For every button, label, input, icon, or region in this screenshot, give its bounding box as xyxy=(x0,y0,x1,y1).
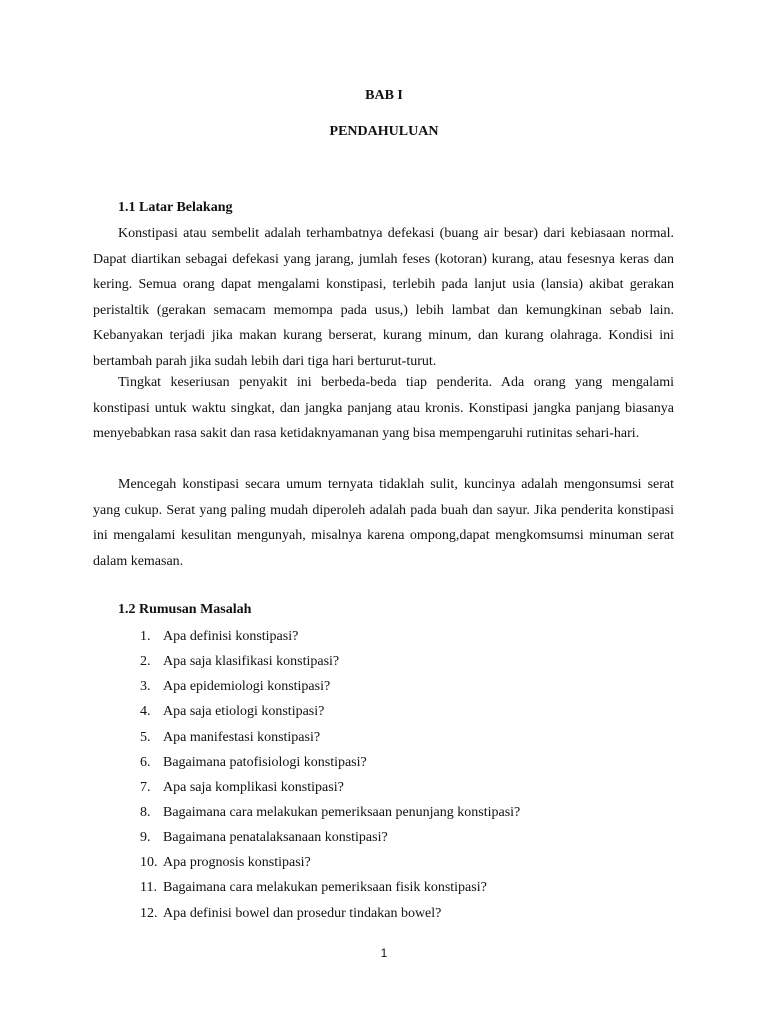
list-number: 4. xyxy=(140,704,151,720)
list-item xyxy=(140,800,520,825)
list-number: 12. xyxy=(140,905,158,921)
list-text: Apa saja etiologi konstipasi? xyxy=(163,704,325,720)
list-number: 6. xyxy=(140,754,151,770)
list-item xyxy=(140,699,520,724)
section-title-rumusan-masalah: 1.2 Rumusan Masalah xyxy=(118,602,252,617)
chapter-label: BAB I xyxy=(365,88,403,103)
question-list xyxy=(140,624,520,926)
list-item xyxy=(140,674,520,699)
list-number: 3. xyxy=(140,679,151,695)
list-item xyxy=(140,901,520,926)
list-item xyxy=(140,875,520,900)
list-text: Apa definisi konstipasi? xyxy=(163,629,299,644)
list-text: Apa saja komplikasi konstipasi? xyxy=(163,779,344,795)
paragraph: Konstipasi atau sembelit adalah terhambatnya defekasi (buang air besar) dari kebiasaan normal. Dapat diartikan sebagai defekasi yang jarang, jumlah feses (kotoran) kurang, atau fesesnya keras dan kering. Semua orang dapat mengalami konstipasi, terlebih pada lanjut usia (lansia) akibat gerakan peristaltik (gerakan semacam memompa pada usus,) lebih lambat dan kemungkinan sebab lain. Kebanyakan terjadi jika makan kurang berserat, kurang minum, dan kurang olahraga. Kondisi ini bertambah parah jika sudah lebih dari tiga hari berturut-turut. xyxy=(93,226,674,369)
list-text: Apa manifestasi konstipasi? xyxy=(163,729,321,745)
list-item xyxy=(140,725,520,750)
chapter-title: PENDAHULUAN xyxy=(329,124,439,139)
list-text: Bagaimana penatalaksanaan konstipasi? xyxy=(163,830,388,846)
list-text: Apa saja klasifikasi konstipasi? xyxy=(163,654,340,670)
paragraph: Mencegah konstipasi secara umum ternyata tidaklah sulit, kuncinya adalah mengonsumsi serat yang cukup. Serat yang paling mudah diperoleh adalah pada buah dan sayur. Jika penderita konstipasi ini mengalami kesulitan mengunyah, misalnya karena ompong,dapat mengkomsumsi minuman serat dalam kemasan. xyxy=(93,477,674,569)
list-number: 2. xyxy=(140,654,151,670)
list-text: Bagaimana patofisiologi konstipasi? xyxy=(163,754,367,770)
list-item xyxy=(140,825,520,850)
list-text: Apa prognosis konstipasi? xyxy=(163,855,311,871)
list-number: 9. xyxy=(140,830,151,846)
list-number: 11. xyxy=(140,880,157,896)
list-number: 5. xyxy=(140,729,151,745)
list-number: 7. xyxy=(140,779,151,795)
list-number: 10. xyxy=(140,855,158,871)
page-number: 1 xyxy=(380,946,388,960)
list-text: Bagaimana cara melakukan pemeriksaan fisik konstipasi? xyxy=(163,880,487,896)
list-item xyxy=(140,649,520,674)
list-number: 1. xyxy=(140,629,151,644)
list-text: Apa definisi bowel dan prosedur tindakan bowel? xyxy=(163,905,442,921)
list-number: 8. xyxy=(140,804,151,820)
paragraph: Tingkat keseriusan penyakit ini berbeda-beda tiap penderita. Ada orang yang mengalami konstipasi untuk waktu singkat, dan jangka panjang atau kronis. Konstipasi jangka panjang biasanya menyebabkan rasa sakit dan rasa ketidaknyamanan yang bisa mempengaruhi rutinitas sehari-hari. xyxy=(93,375,674,442)
list-text: Bagaimana cara melakukan pemeriksaan penunjang konstipasi? xyxy=(163,804,521,820)
list-item xyxy=(140,850,520,875)
section-title-latar-belakang: 1.1 Latar Belakang xyxy=(118,200,233,215)
list-item xyxy=(140,775,520,800)
list-text: Apa epidemiologi konstipasi? xyxy=(163,679,331,695)
list-item xyxy=(140,750,520,775)
list-item xyxy=(140,624,520,649)
